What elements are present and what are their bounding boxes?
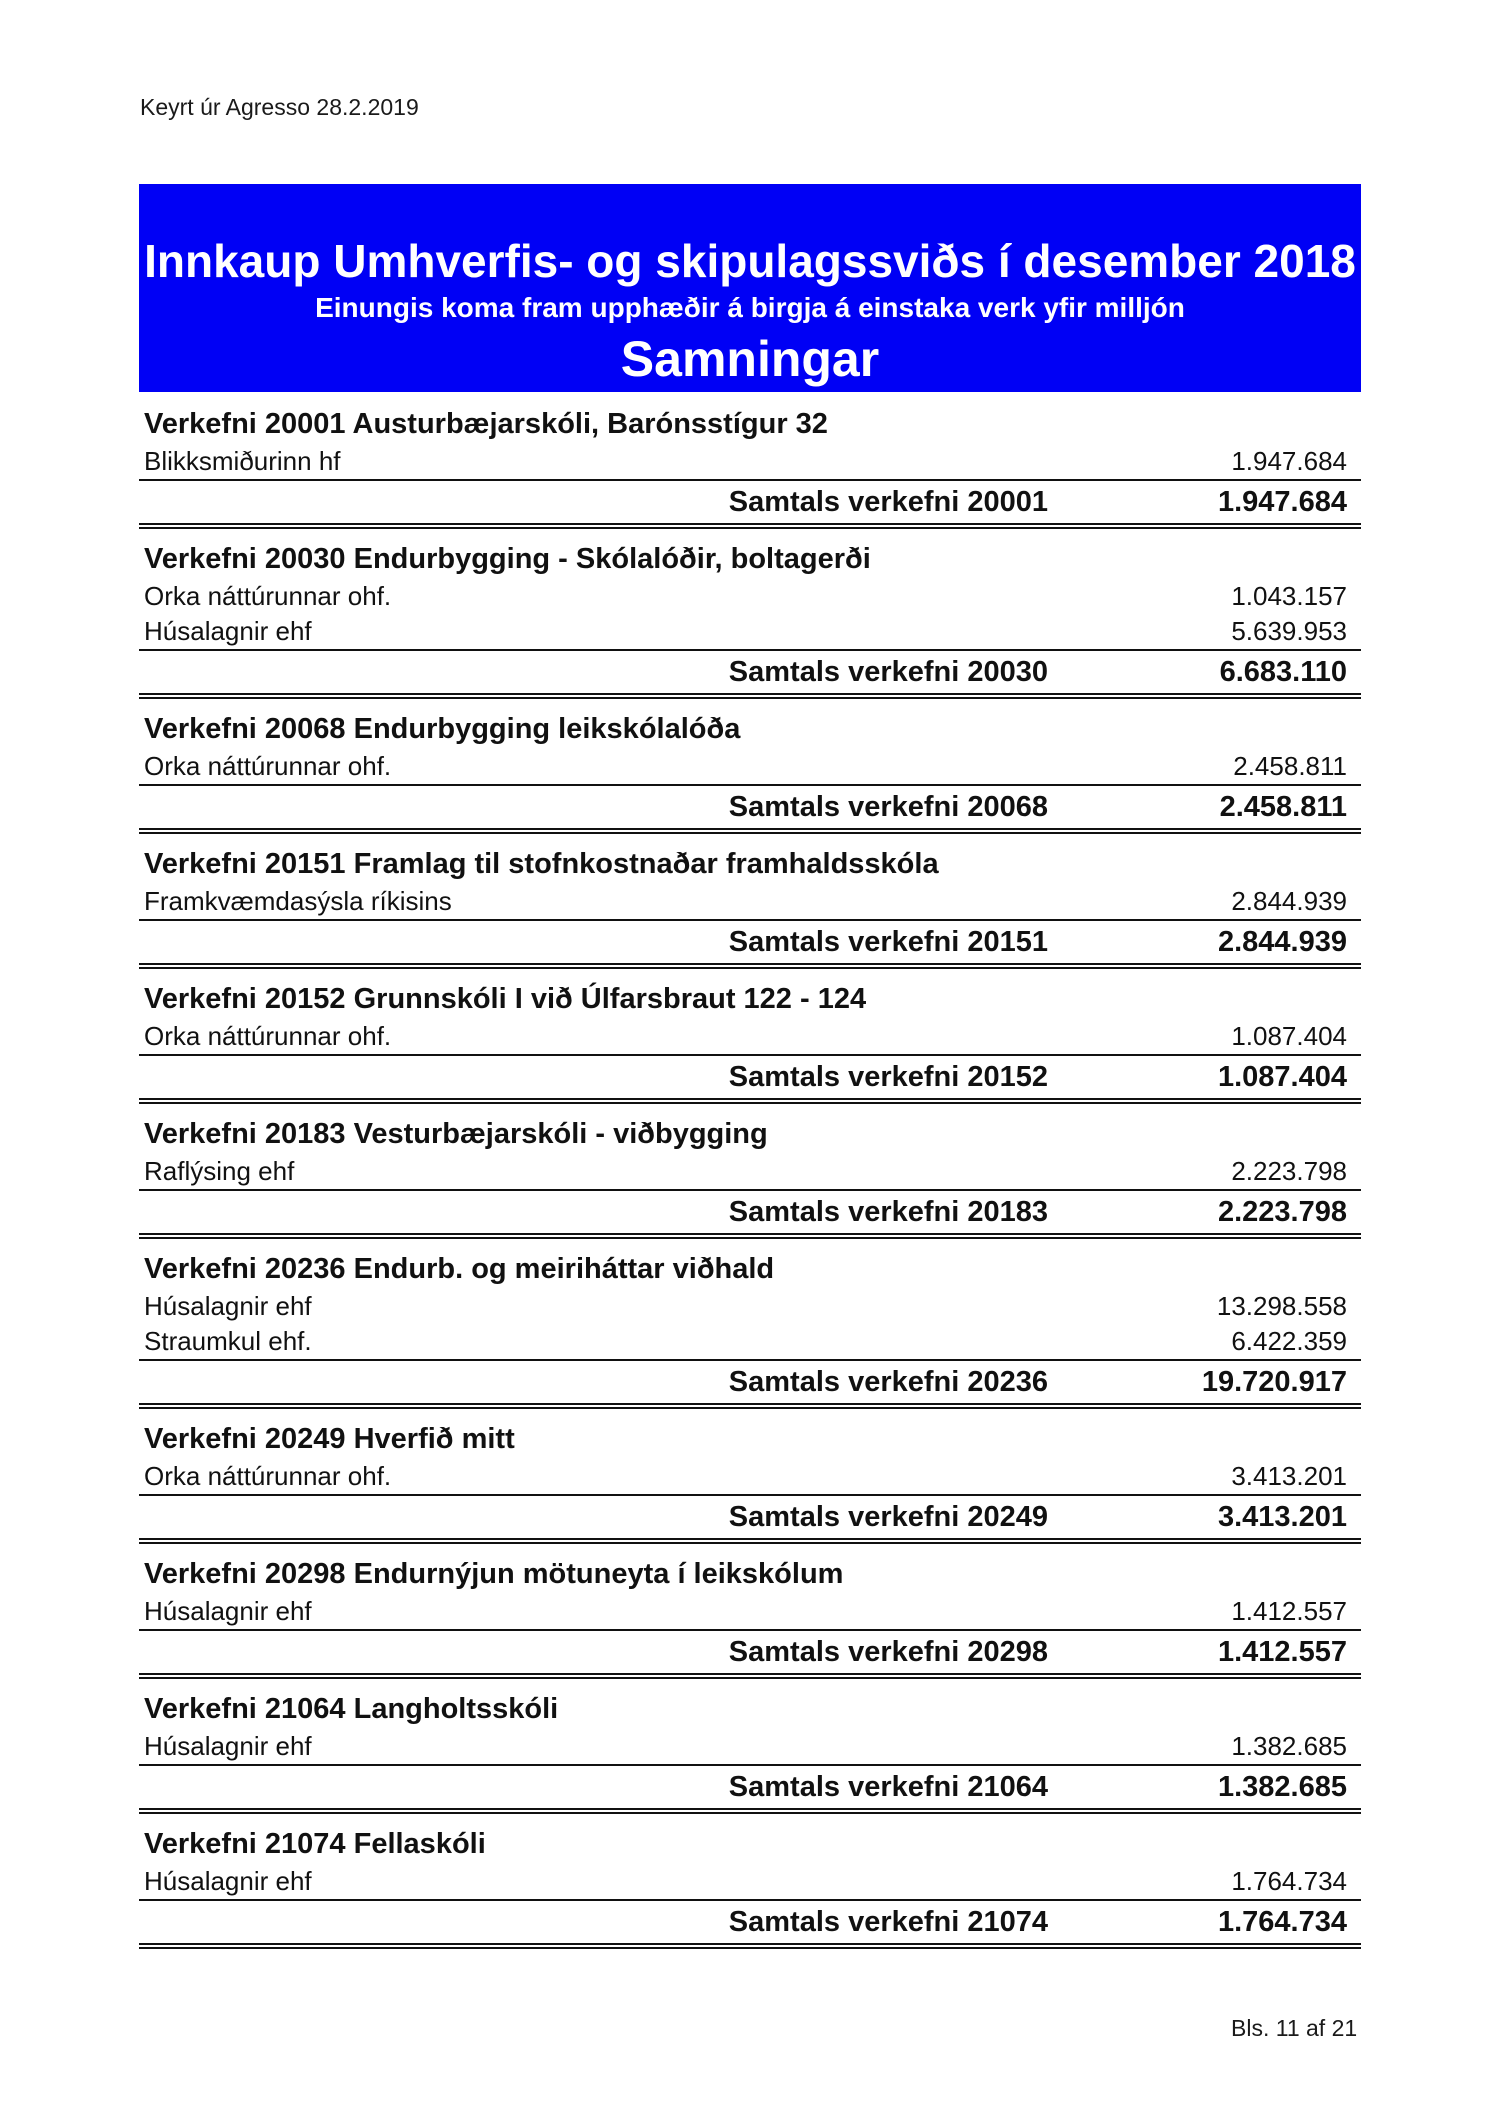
vendor-name: Orka náttúrunnar ohf. [144, 1461, 392, 1491]
total-label: Samtals verkefni 20236 [728, 1366, 1048, 1398]
total-amount: 1.764.734 [1217, 1906, 1347, 1938]
project-title: Verkefni 20068 Endurbygging leikskólalóða [144, 713, 741, 745]
vendor-row [139, 1729, 1361, 1766]
total-label: Samtals verkefni 21064 [728, 1771, 1048, 1803]
project-title: Verkefni 20151 Framlag til stofnkostnaðar framhaldsskóla [144, 848, 939, 880]
project-title: Verkefni 21064 Langholtsskóli [144, 1693, 559, 1725]
vendor-row [139, 1864, 1361, 1901]
report-subtitle: Einungis koma fram upphæðir á birgja á einstaka verk yfir milljón [315, 292, 1185, 323]
project-block [139, 979, 1361, 1114]
total-amount: 1.947.684 [1217, 486, 1347, 518]
total-label: Samtals verkefni 20151 [728, 926, 1048, 958]
vendor-name: Húsalagnir ehf [144, 616, 312, 646]
total-row [139, 1766, 1361, 1814]
total-row [139, 921, 1361, 969]
project-title: Verkefni 20030 Endurbygging - Skólalóðir, boltagerði [144, 543, 871, 575]
vendor-name: Orka náttúrunnar ohf. [144, 751, 392, 781]
total-row [139, 651, 1361, 699]
vendor-row [139, 1324, 1361, 1361]
vendor-amount: 5.639.953 [1231, 616, 1347, 646]
project-title: Verkefni 20236 Endurb. og meiriháttar viðhald [144, 1253, 775, 1285]
total-amount: 2.844.939 [1217, 926, 1347, 958]
total-label: Samtals verkefni 20152 [728, 1061, 1048, 1093]
total-amount: 3.413.201 [1217, 1501, 1347, 1533]
vendor-row [139, 444, 1361, 481]
total-row [139, 1901, 1361, 1949]
vendor-name: Húsalagnir ehf [144, 1731, 312, 1761]
vendor-name: Orka náttúrunnar ohf. [144, 1021, 392, 1051]
project-block [139, 1554, 1361, 1689]
vendor-row [139, 579, 1361, 614]
total-label: Samtals verkefni 20001 [728, 486, 1048, 518]
total-label: Samtals verkefni 20249 [728, 1501, 1048, 1533]
total-label: Samtals verkefni 20030 [728, 656, 1048, 688]
total-row [139, 786, 1361, 834]
source-note: Keyrt úr Agresso 28.2.2019 [140, 94, 419, 120]
vendor-name: Húsalagnir ehf [144, 1291, 312, 1321]
vendor-row [139, 1019, 1361, 1056]
vendor-row [139, 884, 1361, 921]
project-block [139, 1419, 1361, 1554]
vendor-row [139, 1154, 1361, 1191]
total-amount: 1.087.404 [1217, 1061, 1347, 1093]
total-label: Samtals verkefni 20298 [728, 1636, 1048, 1668]
vendor-amount: 1.764.734 [1231, 1866, 1347, 1896]
total-amount: 1.412.557 [1217, 1636, 1347, 1668]
project-block [139, 1249, 1361, 1419]
vendor-amount: 2.458.811 [1233, 751, 1347, 781]
project-title: Verkefni 20249 Hverfið mitt [144, 1423, 515, 1455]
vendor-name: Húsalagnir ehf [144, 1866, 312, 1896]
vendor-row [139, 1594, 1361, 1631]
total-row [139, 1056, 1361, 1104]
vendor-row [139, 614, 1361, 651]
project-block [139, 539, 1361, 709]
vendor-name: Húsalagnir ehf [144, 1596, 312, 1626]
project-title: Verkefni 20298 Endurnýjun mötuneyta í leikskólum [144, 1558, 844, 1590]
project-title: Verkefni 20001 Austurbæjarskóli, Barónsstígur 32 [144, 408, 828, 440]
total-row [139, 1631, 1361, 1679]
project-title: Verkefni 20152 Grunnskóli I við Úlfarsbraut 122 - 124 [144, 983, 867, 1015]
vendor-row [139, 1459, 1361, 1496]
vendor-amount: 1.043.157 [1231, 581, 1347, 611]
vendor-amount: 6.422.359 [1231, 1326, 1347, 1356]
project-block [139, 844, 1361, 979]
vendor-amount: 1.382.685 [1231, 1731, 1347, 1761]
total-row [139, 1496, 1361, 1544]
vendor-amount: 1.087.404 [1231, 1021, 1347, 1051]
vendor-row [139, 749, 1361, 786]
vendor-amount: 2.223.798 [1231, 1156, 1347, 1186]
total-amount: 1.382.685 [1217, 1771, 1347, 1803]
total-row [139, 481, 1361, 529]
report-banner [139, 184, 1361, 392]
project-block [139, 404, 1361, 539]
vendor-amount: 1.947.684 [1231, 446, 1347, 476]
page-number: Bls. 11 af 21 [1231, 2015, 1358, 2041]
total-amount: 2.458.811 [1219, 791, 1347, 823]
project-block [139, 709, 1361, 844]
total-row [139, 1191, 1361, 1239]
vendor-amount: 2.844.939 [1231, 886, 1347, 916]
project-block [139, 1114, 1361, 1249]
project-title: Verkefni 20183 Vesturbæjarskóli - viðbygging [144, 1118, 768, 1150]
project-block [139, 1689, 1361, 1824]
section-heading: Samningar [620, 331, 880, 387]
project-title: Verkefni 21074 Fellaskóli [144, 1828, 486, 1860]
vendor-name: Raflýsing ehf [144, 1156, 295, 1186]
total-label: Samtals verkefni 20068 [728, 791, 1048, 823]
total-row [139, 1361, 1361, 1409]
total-amount: 2.223.798 [1217, 1196, 1347, 1228]
report-title: Innkaup Umhverfis- og skipulagssviðs í desember 2018 [144, 235, 1356, 287]
vendor-amount: 13.298.558 [1216, 1291, 1347, 1321]
vendor-name: Straumkul ehf. [144, 1326, 312, 1356]
total-label: Samtals verkefni 20183 [728, 1196, 1048, 1228]
vendor-name: Orka náttúrunnar ohf. [144, 581, 392, 611]
total-amount: 19.720.917 [1201, 1366, 1347, 1398]
total-label: Samtals verkefni 21074 [728, 1906, 1048, 1938]
total-amount: 6.683.110 [1219, 656, 1347, 688]
vendor-amount: 3.413.201 [1231, 1461, 1347, 1491]
vendor-name: Blikksmiðurinn hf [144, 446, 341, 476]
project-block [139, 1824, 1361, 1959]
project-list [139, 404, 1361, 1959]
vendor-name: Framkvæmdasýsla ríkisins [144, 886, 452, 916]
vendor-amount: 1.412.557 [1231, 1596, 1347, 1626]
vendor-row [139, 1289, 1361, 1324]
